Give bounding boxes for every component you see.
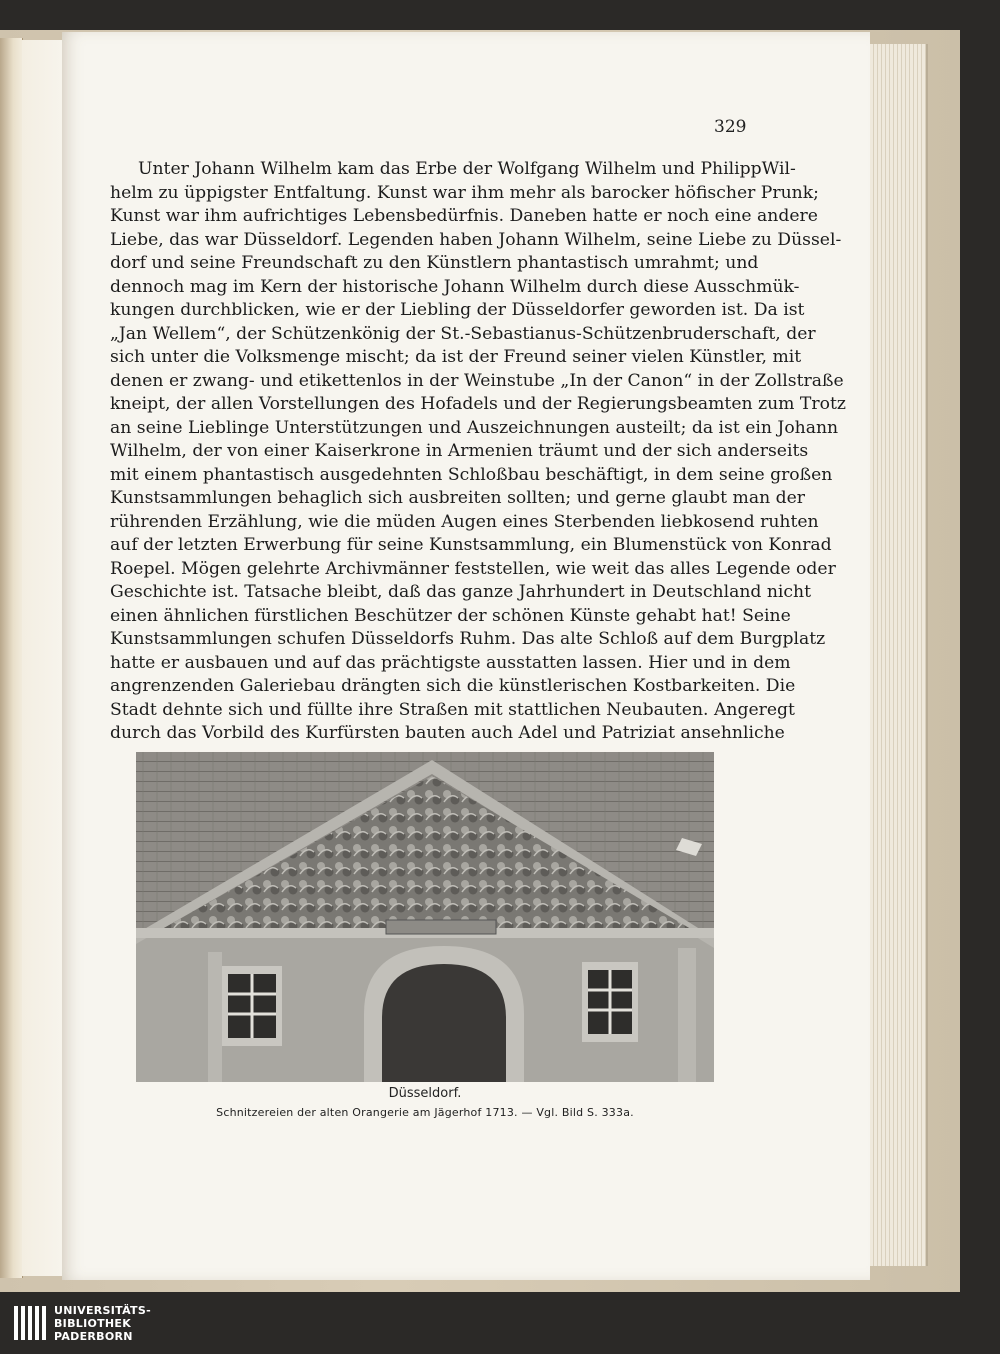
- library-logo-icon: [14, 1306, 48, 1346]
- text-line: Kunstsammlungen schufen Düsseldorfs Ruhm. Das alte Schloß auf dem Burgplatz: [110, 629, 826, 649]
- body-text: [110, 158, 846, 746]
- text-line: kneipt, der allen Vorstellungen des Hofadels und der Regierungsbeamten zum Trotz: [110, 394, 846, 414]
- text-line: auf der letzten Erwerbung für seine Kunstsammlung, ein Blumenstück von Konrad: [110, 535, 832, 555]
- library-name-line: UNIVERSITÄTS-: [54, 1304, 151, 1317]
- text-line: Roepel. Mögen gelehrte Archivmänner feststellen, wie weit das alles Legende oder: [110, 558, 836, 579]
- library-name-line: BIBLIOTHEK: [54, 1317, 132, 1330]
- orangerie-photo: [136, 752, 714, 1082]
- text-line: „Jan Wellem“, der Schützenkönig der St.-Sebastianus-Schützenbruderschaft, der: [110, 323, 816, 344]
- text-line: Liebe, das war Düsseldorf. Legenden haben Johann Wilhelm, seine Liebe zu Düssel-: [110, 229, 842, 250]
- text-line: Kunst war ihm aufrichtiges Lebensbedürfnis. Daneben hatte er noch eine andere: [110, 206, 818, 226]
- figure-title: Düsseldorf.: [388, 1086, 462, 1101]
- text-line: durch das Vorbild des Kurfürsten bauten auch Adel und Patriziat ansehnliche: [110, 723, 785, 743]
- text-line: an seine Lieblinge Unterstützungen und Auszeichnungen austeilt; da ist ein Johann: [110, 417, 839, 438]
- text-line: rührenden Erzählung, wie die müden Augen eines Sterbenden liebkosend ruhten: [110, 511, 819, 532]
- library-name-line: PADERBORN: [54, 1330, 133, 1343]
- page-number: 329: [714, 117, 747, 137]
- text-line: denen er zwang- und etikettenlos in der Weinstube „In der Canon“ in der Zollstraße: [110, 370, 844, 391]
- page-stack-edge: [870, 44, 928, 1266]
- text-line: Wilhelm, der von einer Kaiserkrone in Armenien träumt und der sich anderseits: [110, 441, 809, 461]
- text-line: kungen durchblicken, wie er der Liebling der Düsseldorfer geworden ist. Da ist: [110, 300, 805, 320]
- text-line: helm zu üppigster Entfaltung. Kunst war ihm mehr als barocker höfischer Prunk;: [110, 182, 819, 203]
- text-line: angrenzenden Galeriebau drängten sich die künstlerischen Kostbarkeiten. Die: [110, 676, 796, 696]
- left-spine: [0, 38, 23, 1278]
- library-logo: [14, 1304, 204, 1348]
- text-line: sich unter die Volksmenge mischt; da ist der Freund seiner vielen Künstler, mit: [110, 347, 802, 367]
- text-line: Unter Johann Wilhelm kam das Erbe der Wolfgang Wilhelm und PhilippWil-: [138, 159, 796, 179]
- figure-caption: Schnitzereien der alten Orangerie am Jägerhof 1713. — Vgl. Bild S. 333a.: [216, 1106, 634, 1119]
- text-line: dorf und seine Freundschaft zu den Künstlern phantastisch umrahmt; und: [110, 253, 759, 273]
- text-line: mit einem phantastisch ausgedehnten Schloßbau beschäftigt, in dem seine großen: [110, 464, 833, 485]
- text-line: einen ähnlichen fürstlichen Beschützer der schönen Künste gehabt hat! Seine: [110, 605, 791, 626]
- text-line: Stadt dehnte sich und füllte ihre Straßen mit stattlichen Neubauten. Angeregt: [110, 699, 795, 720]
- text-line: hatte er ausbauen und auf das prächtigste ausstatten lassen. Hier und in dem: [110, 652, 791, 673]
- left-page-edge: [22, 40, 62, 1276]
- library-name: [54, 1304, 151, 1343]
- top-border: [0, 0, 1000, 30]
- text-line: Geschichte ist. Tatsache bleibt, daß das ganze Jahrhundert in Deutschland nicht: [110, 582, 812, 602]
- text-line: dennoch mag im Kern der historische Johann Wilhelm durch diese Ausschmük-: [110, 276, 800, 297]
- text-line: Kunstsammlungen behaglich sich ausbreiten sollten; und gerne glaubt man der: [110, 488, 806, 508]
